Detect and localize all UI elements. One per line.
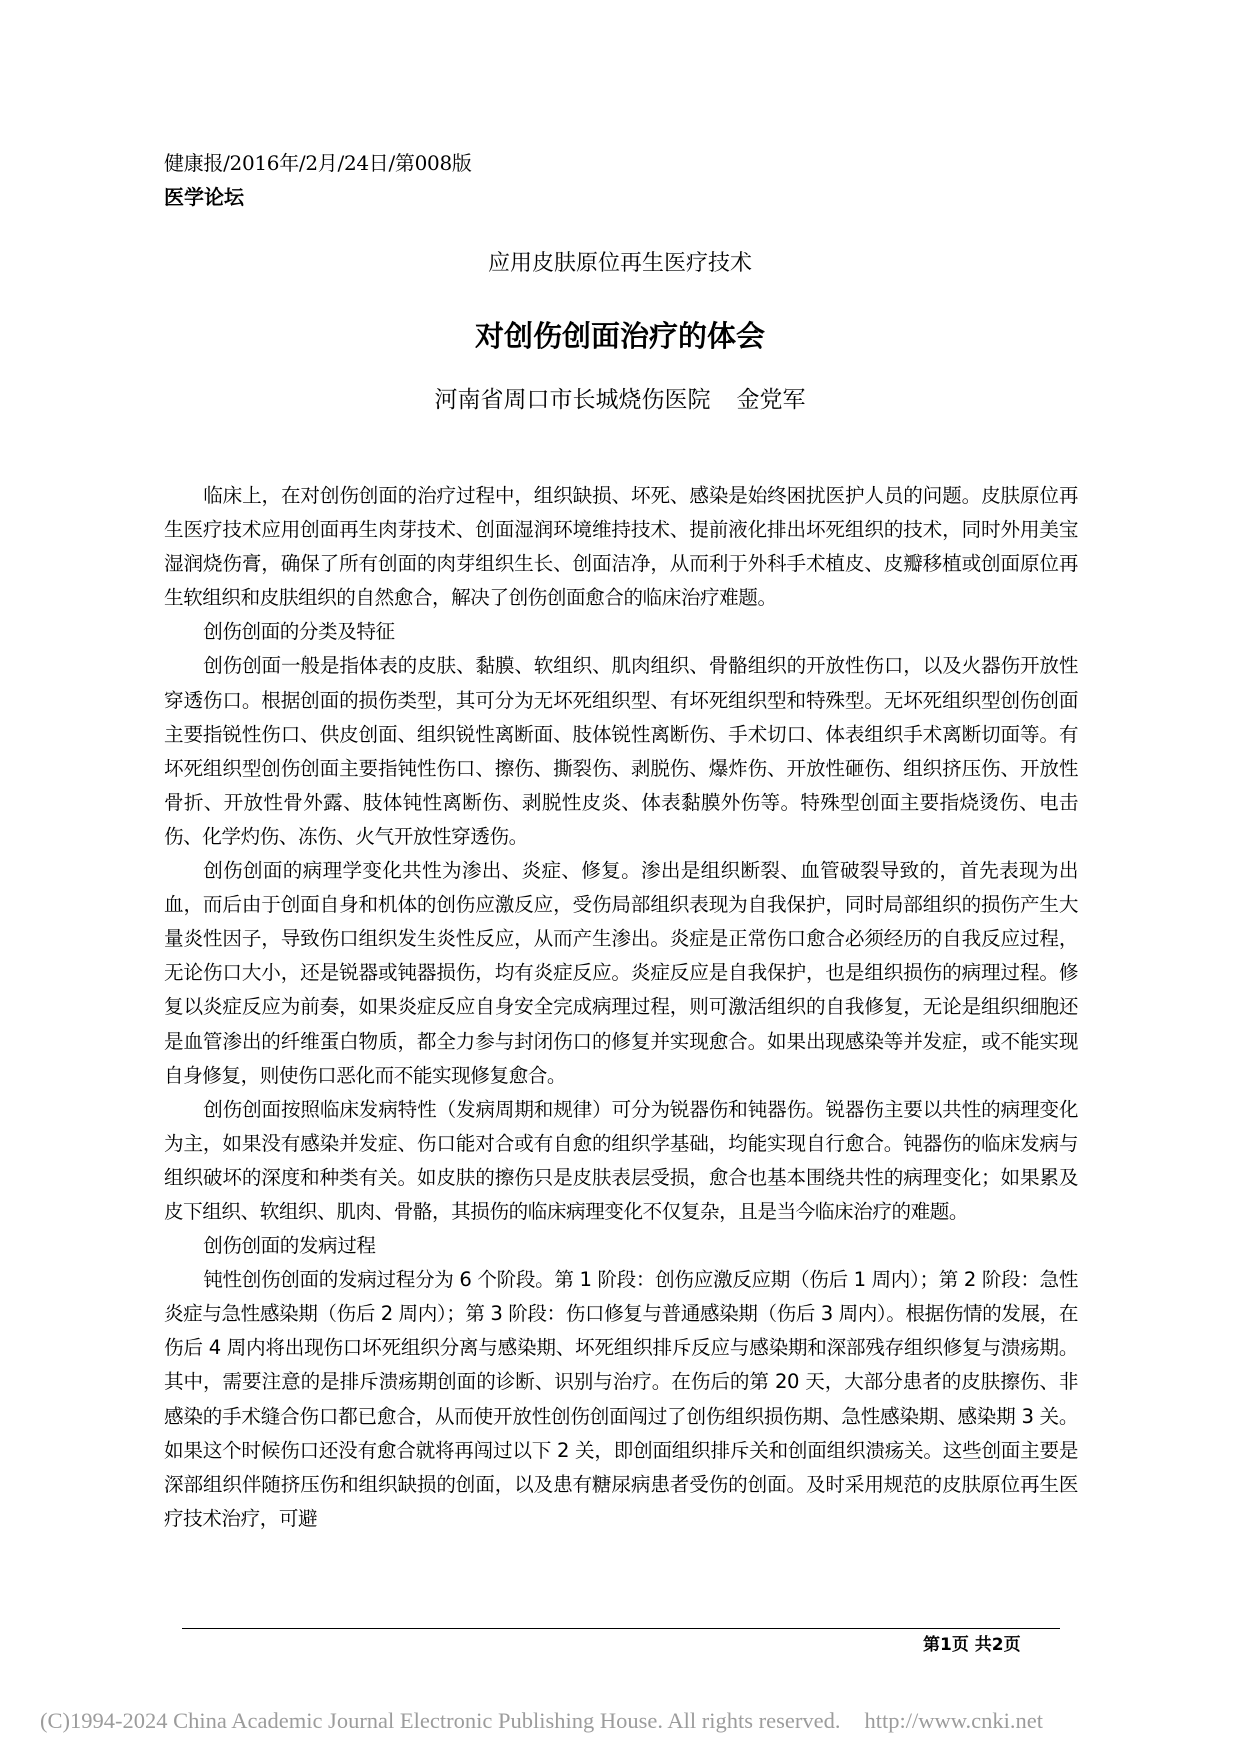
footer-divider xyxy=(182,1628,1060,1629)
article-body xyxy=(164,479,1078,1536)
page-indicator: 第1页 共2页 xyxy=(923,1635,1021,1655)
copyright-watermark xyxy=(40,1706,1043,1736)
paragraph: 创伤创面一般是指体表的皮肤、黏膜、软组织、肌肉组织、骨骼组织的开放性伤口，以及火器伤开放性穿透伤口。根据创面的损伤类型，其可分为无坏死组织型、有坏死组织型和特殊型。无坏死组织型创伤创面主要指锐性伤口、供皮创面、组织锐性离断面、肢体锐性离断伤、手术切口、体表组织手术离断切面等。有坏死组织型创伤创面主要指钝性伤口、擦伤、撕裂伤、剥脱伤、爆炸伤、开放性砸伤、组织挤压伤、开放性骨折、开放性骨外露、肢体钝性离断伤、剥脱性皮炎、体表黏膜外伤等。特殊型创面主要指烧烫伤、电击伤、化学灼伤、冻伤、火气开放性穿透伤。 xyxy=(164,654,1078,848)
byline xyxy=(0,383,1240,417)
paragraph: 创伤创面按照临床发病特性（发病周期和规律）可分为锐器伤和钝器伤。锐器伤主要以共性的病理变化为主，如果没有感染并发症、伤口能对合或有自愈的组织学基础，均能实现自行愈合。钝器伤的临床发病与组织破坏的深度和种类有关。如皮肤的擦伤只是皮肤表层受损，愈合也基本围绕共性的病理变化；如果累及皮下组织、软组织、肌肉、骨骼，其损伤的临床病理变化不仅复杂，且是当今临床治疗的难题。 xyxy=(164,1097,1078,1223)
author-affiliation: 河南省周口市长城烧伤医院 xyxy=(434,387,711,413)
paragraph: 临床上，在对创伤创面的治疗过程中，组织缺损、坏死、感染是始终困扰医护人员的问题。皮肤原位再生医疗技术应用创面再生肉芽技术、创面湿润环境维持技术、提前液化排出坏死组织的技术，同时外用美宝湿润烧伤膏，确保了所有创面的肉芽组织生长、创面洁净，从而利于外科手术植皮、皮瓣移植或创面原位再生软组织和皮肤组织的自然愈合，解决了创伤创面愈合的临床治疗难题。 xyxy=(164,484,1078,610)
section-heading: 创伤创面的分类及特征 xyxy=(203,620,395,644)
paragraph: 创伤创面的病理学变化共性为渗出、炎症、修复。渗出是组织断裂、血管破裂导致的，首先表现为出血，而后由于创面自身和机体的创伤应激反应，受伤局部组织表现为自我保护，同时局部组织的损伤产生大量炎性因子，导致伤口组织发生炎性反应，从而产生渗出。炎症是正常伤口愈合必须经历的自我反应过程，无论伤口大小，还是锐器或钝器损伤，均有炎症反应。炎症反应是自我保护，也是组织损伤的病理过程。修复以炎症反应为前奏，如果炎症反应自身安全完成病理过程，则可激活组织的自我修复，无论是组织细胞还是血管渗出的纤维蛋白物质，都全力参与封闭伤口的修复并实现愈合。如果出现感染等并发症，或不能实现自身修复，则使伤口恶化而不能实现修复愈合。 xyxy=(164,859,1078,1087)
publication-source: 健康报/2016年/2月/24日/第008版 xyxy=(164,151,472,175)
article-subtitle: 应用皮肤原位再生医疗技术 xyxy=(487,251,752,276)
article-title: 对创伤创面治疗的体会 xyxy=(474,319,765,353)
column-name: 医学论坛 xyxy=(164,185,244,209)
copyright-text: (C)1994-2024 China Academic Journal Electronic Publishing House. All rights reserved. xyxy=(40,1708,841,1733)
site-url: http://www.cnki.net xyxy=(864,1708,1044,1733)
paragraph: 钝性创伤创面的发病过程分为 6 个阶段。第 1 阶段：创伤应激反应期（伤后 1 周内）；第 2 阶段：急性炎症与急性感染期（伤后 2 周内）；第 3 阶段：伤口修复与普通感染期（伤后 3 周内）。根据伤情的发展，在伤后 4 周内将出现伤口坏死组织分离与感染期、坏死组织排斥反应与感染期和深部残存组织修复与溃疡期。其中，需要注意的是排斥溃疡期创面的诊断、识别与治疗。在伤后的第 20 天，大部分患者的皮肤擦伤、非感染的手术缝合伤口都已愈合，从而使开放性创伤创面闯过了创伤组织损伤期、急性感染期、感染期 3 关。如果这个时候伤口还没有愈合就将再闯过以下 2 关，即创面组织排斥关和创面组织溃疡关。这些创面主要是深部组织伴随挤压伤和组织缺损的创面，以及患有糖尿病患者受伤的创面。及时采用规范的皮肤原位再生医疗技术治疗，可避 xyxy=(164,1268,1078,1530)
section-heading: 创伤创面的发病过程 xyxy=(203,1234,376,1258)
author-name: 金党军 xyxy=(736,387,806,413)
